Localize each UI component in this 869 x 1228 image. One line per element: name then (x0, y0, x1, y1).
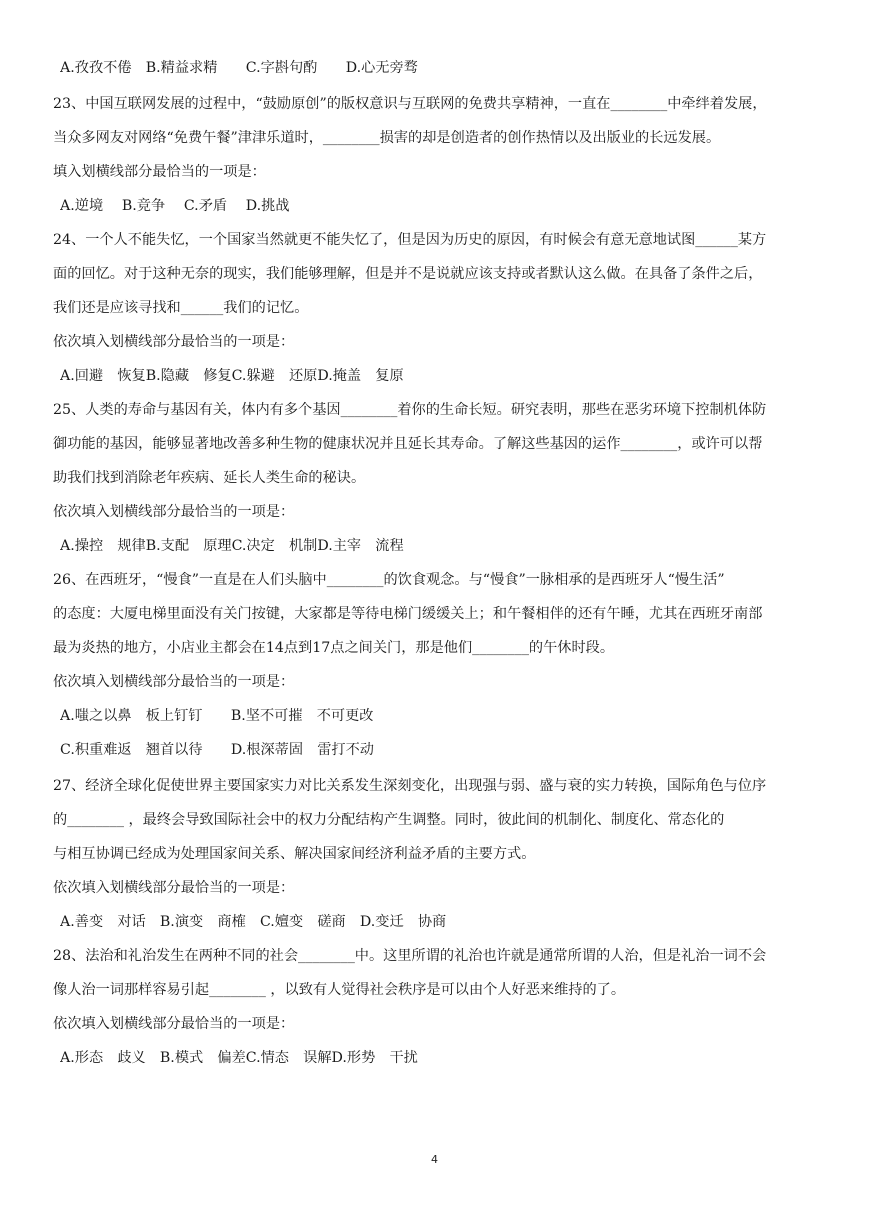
q24-stem-line-2: 面的回忆。对于这种无奈的现实，我们能够理解，但是并不是说就应该支持或者默认这么做。在具备了条件之后， (53, 266, 763, 282)
q23-options: A.逆境 B.竞争 C.矛盾 D.挑战 (60, 198, 290, 214)
q25-stem-line-3: 助我们找到消除老年疾病、延长人类生命的秘诀。 (53, 470, 366, 486)
q23-stem-line-2: 当众多网友对网络“免费午餐”津津乐道时，________损害的却是创造者的创作热情以及出版业的长远发展。 (53, 130, 721, 146)
q27-stem-line-1: 27、经济全球化促使世界主要国家实力对比关系发生深刻变化，出现强与弱、盛与衰的实力转换，国际角色与位序 (53, 778, 767, 794)
q25-stem-line-1: 25、人类的寿命与基因有关，体内有多个基因________着你的生命长短。研究表明，那些在恶劣环境下控制机体防 (53, 402, 767, 418)
q26-stem-line-3: 最为炎热的地方，小店业主都会在14点到17点之间关门，那是他们________的午休时段。 (53, 640, 615, 656)
q28-stem-line-2: 像人治一词那样容易引起________ ，以致有人觉得社会秩序是可以由个人好恶来维持的了。 (53, 982, 626, 998)
q24-stem-line-3: 我们还是应该寻找和______我们的记忆。 (53, 300, 309, 316)
q22-options: A.孜孜不倦 B.精益求精 C.字斟句酌 D.心无旁骛 (60, 60, 418, 76)
q23-instruction: 填入划横线部分最恰当的一项是： (53, 164, 266, 180)
q27-stem-line-2: 的________ ，最终会导致国际社会中的权力分配结构产生调整。同时，彼此间的机制化、制度化、常态化的 (53, 812, 725, 828)
q24-stem-line-1: 24、一个人不能失忆，一个国家当然就更不能失忆了，但是因为历史的原因，有时候会有意无意地试图______某方 (53, 232, 767, 248)
q27-instruction: 依次填入划横线部分最恰当的一项是： (53, 880, 295, 896)
q25-stem-line-2: 御功能的基因，能够显著地改善多种生物的健康状况并且延长其寿命。了解这些基因的运作________，或许可以帮 (53, 436, 763, 452)
q27-stem-line-3: 与相互协调已经成为处理国家间关系、解决国家间经济利益矛盾的主要方式。 (53, 846, 536, 862)
q28-options: A.形态 歧义 B.模式 偏差C.情态 误解D.形势 干扰 (60, 1050, 418, 1066)
q28-stem-line-1: 28、法治和礼治发生在两种不同的社会________中。这里所谓的礼治也许就是通常所谓的人治，但是礼治一词不会 (53, 948, 767, 964)
page-number: 4 (431, 1153, 438, 1166)
q24-instruction: 依次填入划横线部分最恰当的一项是： (53, 334, 295, 350)
q24-options: A.回避 恢复B.隐藏 修复C.躲避 还原D.掩盖 复原 (60, 368, 404, 384)
q26-options-ab: A.嗤之以鼻 板上钉钉 B.坚不可摧 不可更改 (60, 708, 374, 724)
q28-instruction: 依次填入划横线部分最恰当的一项是： (53, 1016, 295, 1032)
q26-options-cd: C.积重难返 翘首以待 D.根深蒂固 雷打不动 (60, 742, 374, 758)
q25-options: A.操控 规律B.支配 原理C.决定 机制D.主宰 流程 (60, 538, 404, 554)
q25-instruction: 依次填入划横线部分最恰当的一项是： (53, 504, 295, 520)
q26-stem-line-1: 26、在西班牙，“慢食”一直是在人们头脑中________的饮食观念。与“慢食”一脉相承的是西班牙人“慢生活” (53, 572, 725, 588)
q26-instruction: 依次填入划横线部分最恰当的一项是： (53, 674, 295, 690)
q26-stem-line-2: 的态度：大厦电梯里面没有关门按键，大家都是等待电梯门缓缓关上；和午餐相伴的还有午睡，尤其在西班牙南部 (53, 606, 763, 622)
q23-stem-line-1: 23、中国互联网发展的过程中，“鼓励原创”的版权意识与互联网的免费共享精神，一直在________中牵绊着发展， (53, 96, 767, 112)
q27-options: A.善变 对话 B.演变 商榷 C.嬗变 磋商 D.变迁 协商 (60, 914, 447, 930)
